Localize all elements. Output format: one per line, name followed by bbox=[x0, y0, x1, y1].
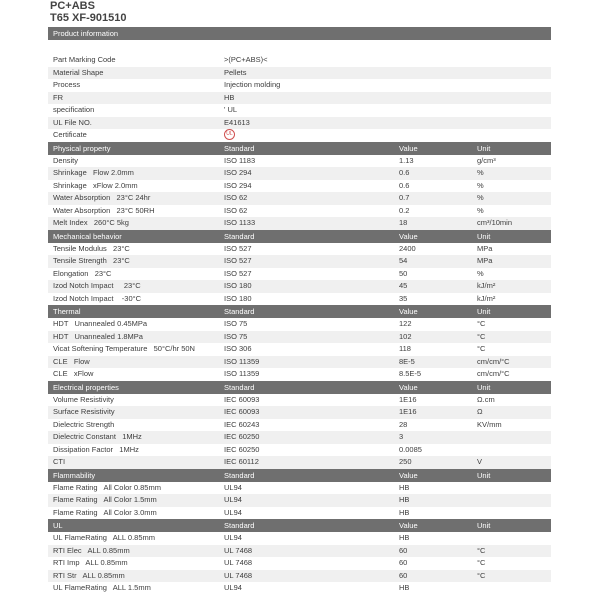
property-unit: KV/mm bbox=[477, 419, 502, 429]
info-label: Part Marking Code bbox=[53, 55, 116, 64]
property-standard: ISO 294 bbox=[224, 180, 252, 190]
column-unit: Unit bbox=[477, 307, 491, 316]
property-row bbox=[48, 192, 551, 205]
property-unit: % bbox=[477, 180, 484, 190]
column-unit: Unit bbox=[477, 470, 491, 480]
property-row bbox=[48, 494, 551, 507]
section-header bbox=[48, 381, 551, 394]
property-name: UL FlameRating ALL 0.85mm bbox=[53, 533, 155, 542]
property-standard: ISO 11359 bbox=[224, 356, 260, 366]
property-standard: ISO 1133 bbox=[224, 218, 256, 227]
property-row bbox=[48, 507, 551, 520]
property-standard: UL94 bbox=[224, 583, 242, 592]
property-name: Flame Rating All Color 1.5mm bbox=[53, 495, 157, 504]
datasheet bbox=[48, 27, 551, 595]
property-name: Water Absorption 23°C 50RH bbox=[53, 205, 155, 215]
grade-title: T65 XF-901510 bbox=[50, 12, 127, 24]
property-unit: cm³/10min bbox=[477, 218, 513, 227]
info-row bbox=[48, 117, 551, 130]
column-value: Value bbox=[399, 143, 418, 153]
property-unit: °C bbox=[477, 558, 486, 567]
info-label: specification bbox=[53, 105, 95, 114]
property-standard: ISO 11359 bbox=[224, 369, 260, 378]
property-unit: V bbox=[477, 457, 483, 466]
property-value: 250 bbox=[399, 457, 412, 466]
property-standard: UL94 bbox=[224, 482, 242, 492]
property-value: 0.6 bbox=[399, 180, 410, 190]
property-name: CLE xFlow bbox=[53, 369, 94, 378]
property-value: 102 bbox=[399, 331, 412, 341]
property-name: Surface Resistivity bbox=[53, 407, 115, 416]
property-standard: ISO 527 bbox=[224, 256, 252, 265]
property-unit: cm/cm/°C bbox=[477, 356, 510, 366]
property-value: HB bbox=[399, 495, 410, 504]
property-row bbox=[48, 570, 551, 583]
column-unit: Unit bbox=[477, 382, 491, 392]
property-name: Dissipation Factor 1MHz bbox=[53, 444, 139, 454]
section-header bbox=[48, 469, 551, 482]
column-value: Value bbox=[399, 521, 418, 530]
property-standard: UL94 bbox=[224, 507, 242, 517]
section-title: UL bbox=[53, 521, 63, 530]
section-header bbox=[48, 230, 551, 243]
property-value: 28 bbox=[399, 419, 408, 429]
section-title: Product information bbox=[53, 29, 119, 38]
section-title: Flammability bbox=[53, 470, 96, 480]
property-row bbox=[48, 368, 551, 381]
property-row bbox=[48, 318, 551, 331]
property-standard: UL 7468 bbox=[224, 570, 253, 580]
property-standard: ISO 180 bbox=[224, 293, 252, 303]
info-value: ' UL bbox=[224, 105, 238, 114]
property-unit: Ω.cm bbox=[477, 394, 495, 404]
property-value: 0.0085 bbox=[399, 444, 422, 454]
info-value: E41613 bbox=[224, 117, 250, 127]
property-name: CTI bbox=[53, 457, 66, 466]
info-row bbox=[48, 92, 551, 105]
property-name: Flame Rating All Color 3.0mm bbox=[53, 507, 157, 517]
property-standard: ISO 527 bbox=[224, 268, 252, 278]
column-unit: Unit bbox=[477, 521, 491, 530]
property-row bbox=[48, 482, 551, 495]
property-standard: ISO 1183 bbox=[224, 155, 256, 165]
property-row bbox=[48, 180, 551, 193]
property-row bbox=[48, 456, 551, 469]
column-standard: Standard bbox=[224, 470, 255, 480]
info-label: UL File NO. bbox=[53, 117, 92, 127]
section-header bbox=[48, 142, 551, 155]
product-information-header bbox=[48, 27, 551, 40]
property-row bbox=[48, 394, 551, 407]
property-row bbox=[48, 431, 551, 444]
section-header bbox=[48, 305, 551, 318]
info-label: Process bbox=[53, 80, 81, 89]
info-row bbox=[48, 67, 551, 80]
property-unit: °C bbox=[477, 319, 486, 328]
info-row bbox=[48, 79, 551, 92]
property-name: Dielectric Constant 1MHz bbox=[53, 432, 142, 441]
property-standard: ISO 75 bbox=[224, 319, 248, 328]
property-standard: IEC 60093 bbox=[224, 394, 260, 404]
column-standard: Standard bbox=[224, 231, 255, 241]
property-standard: ISO 294 bbox=[224, 168, 252, 177]
property-unit: % bbox=[477, 205, 484, 215]
column-value: Value bbox=[399, 307, 418, 316]
property-value: 122 bbox=[399, 319, 412, 328]
property-name: Flame Rating All Color 0.85mm bbox=[53, 482, 161, 492]
column-value: Value bbox=[399, 470, 418, 480]
property-name: Tensile Strength 23°C bbox=[53, 256, 130, 265]
property-standard: ISO 62 bbox=[224, 205, 248, 215]
column-standard: Standard bbox=[224, 307, 255, 316]
property-standard: IEC 60250 bbox=[224, 444, 260, 454]
property-standard: IEC 60250 bbox=[224, 432, 260, 441]
property-standard: IEC 60093 bbox=[224, 407, 260, 416]
property-name: Izod Notch Impact 23°C bbox=[53, 281, 141, 290]
property-unit: MPa bbox=[477, 243, 493, 253]
property-name: Shrinkage Flow 2.0mm bbox=[53, 168, 134, 177]
property-name: Water Absorption 23°C 24hr bbox=[53, 193, 151, 202]
property-value: 1E16 bbox=[399, 394, 417, 404]
property-standard: ISO 62 bbox=[224, 193, 248, 202]
spacer bbox=[48, 40, 551, 54]
property-name: Elongation 23°C bbox=[53, 268, 112, 278]
section-title: Physical property bbox=[53, 143, 111, 153]
property-value: 60 bbox=[399, 545, 408, 555]
property-row bbox=[48, 545, 551, 558]
property-unit: °C bbox=[477, 331, 486, 341]
property-row bbox=[48, 582, 551, 595]
column-standard: Standard bbox=[224, 143, 255, 153]
property-unit: % bbox=[477, 193, 484, 202]
property-value: 8E-5 bbox=[399, 356, 415, 366]
property-name: Volume Resistivity bbox=[53, 394, 114, 404]
property-unit: Ω bbox=[477, 407, 483, 416]
info-row: Certificate UL bbox=[48, 129, 551, 142]
property-row bbox=[48, 343, 551, 356]
property-name: Melt Index 260°C 5kg bbox=[53, 218, 129, 227]
info-row bbox=[48, 54, 551, 67]
property-unit: kJ/m² bbox=[477, 293, 496, 303]
property-value: HB bbox=[399, 482, 410, 492]
property-unit: % bbox=[477, 268, 484, 278]
info-value: Injection molding bbox=[224, 80, 281, 89]
product-information-table bbox=[48, 54, 551, 142]
property-row bbox=[48, 167, 551, 180]
column-standard: Standard bbox=[224, 382, 255, 392]
property-unit: cm/cm/°C bbox=[477, 369, 510, 378]
property-unit: °C bbox=[477, 570, 486, 580]
property-value: 3 bbox=[399, 432, 404, 441]
property-unit: % bbox=[477, 168, 484, 177]
property-value: 60 bbox=[399, 558, 408, 567]
property-row bbox=[48, 255, 551, 268]
property-value: 0.7 bbox=[399, 193, 410, 202]
property-row bbox=[48, 557, 551, 570]
property-value: 60 bbox=[399, 570, 408, 580]
column-value: Value bbox=[399, 382, 418, 392]
material-title: PC+ABS bbox=[50, 0, 95, 12]
property-sections bbox=[48, 142, 551, 595]
property-row bbox=[48, 205, 551, 218]
property-standard: ISO 75 bbox=[224, 331, 248, 341]
property-value: 0.2 bbox=[399, 205, 410, 215]
section-title: Thermal bbox=[53, 307, 81, 316]
property-value: HB bbox=[399, 533, 410, 542]
property-row bbox=[48, 331, 551, 344]
property-row bbox=[48, 293, 551, 306]
property-unit: MPa bbox=[477, 256, 493, 265]
property-value: 118 bbox=[399, 344, 411, 353]
property-name: CLE Flow bbox=[53, 356, 90, 366]
property-value: 50 bbox=[399, 268, 408, 278]
property-row bbox=[48, 155, 551, 168]
property-name: UL FlameRating ALL 1.5mm bbox=[53, 583, 151, 592]
property-standard: IEC 60243 bbox=[224, 419, 260, 429]
property-name: Vicat Softening Temperature 50°C/hr 50N bbox=[53, 344, 195, 353]
property-standard: ISO 180 bbox=[224, 281, 252, 290]
column-value: Value bbox=[399, 231, 418, 241]
section-title: Electrical properties bbox=[53, 382, 119, 392]
property-standard: UL 7468 bbox=[224, 558, 253, 567]
property-row bbox=[48, 268, 551, 281]
property-name: HDT Unannealed 1.8MPa bbox=[53, 331, 143, 341]
property-standard: UL94 bbox=[224, 533, 242, 542]
property-row bbox=[48, 243, 551, 256]
property-standard: UL94 bbox=[224, 495, 242, 504]
section-title: Mechanical behavior bbox=[53, 231, 122, 241]
property-unit: °C bbox=[477, 545, 486, 555]
info-label: Material Shape bbox=[53, 67, 104, 77]
property-unit: kJ/m² bbox=[477, 281, 496, 290]
property-standard: IEC 60112 bbox=[224, 457, 259, 466]
property-row bbox=[48, 356, 551, 369]
property-name: Density bbox=[53, 155, 79, 165]
column-unit: Unit bbox=[477, 143, 491, 153]
property-row bbox=[48, 406, 551, 419]
property-value: 2400 bbox=[399, 243, 416, 253]
info-value: Pellets bbox=[224, 67, 247, 77]
property-value: HB bbox=[399, 583, 410, 592]
property-value: 35 bbox=[399, 293, 408, 303]
property-unit: g/cm³ bbox=[477, 155, 496, 165]
column-unit: Unit bbox=[477, 231, 491, 241]
property-name: RTI Str ALL 0.85mm bbox=[53, 570, 125, 580]
property-name: Tensile Modulus 23°C bbox=[53, 243, 130, 253]
property-value: 0.6 bbox=[399, 168, 410, 177]
property-unit: °C bbox=[477, 344, 486, 353]
property-name: RTI Imp ALL 0.85mm bbox=[53, 558, 128, 567]
property-row bbox=[48, 419, 551, 432]
property-value: 18 bbox=[399, 218, 408, 227]
property-value: 8.5E-5 bbox=[399, 369, 422, 378]
info-label: FR bbox=[53, 92, 63, 102]
property-row bbox=[48, 532, 551, 545]
property-value: 1E16 bbox=[399, 407, 417, 416]
property-name: HDT Unannealed 0.45MPa bbox=[53, 319, 148, 328]
info-value: HB bbox=[224, 92, 235, 102]
property-name: Shrinkage xFlow 2.0mm bbox=[53, 180, 138, 190]
property-value: HB bbox=[399, 507, 410, 517]
property-standard: ISO 306 bbox=[224, 344, 252, 353]
column-standard: Standard bbox=[224, 521, 255, 530]
property-value: 45 bbox=[399, 281, 408, 290]
property-value: 54 bbox=[399, 256, 408, 265]
property-row bbox=[48, 280, 551, 293]
property-standard: ISO 527 bbox=[224, 243, 252, 253]
property-name: RTI Elec ALL 0.85mm bbox=[53, 545, 130, 555]
info-row bbox=[48, 104, 551, 117]
info-value: >(PC+ABS)< bbox=[224, 55, 268, 64]
property-row bbox=[48, 217, 551, 230]
property-standard: UL 7468 bbox=[224, 545, 253, 555]
property-name: Dielectric Strength bbox=[53, 419, 115, 429]
info-label: Certificate bbox=[53, 130, 87, 139]
property-row bbox=[48, 444, 551, 457]
property-value: 1.13 bbox=[399, 155, 414, 165]
property-name: Izod Notch Impact -30°C bbox=[53, 293, 142, 303]
section-header bbox=[48, 519, 551, 532]
